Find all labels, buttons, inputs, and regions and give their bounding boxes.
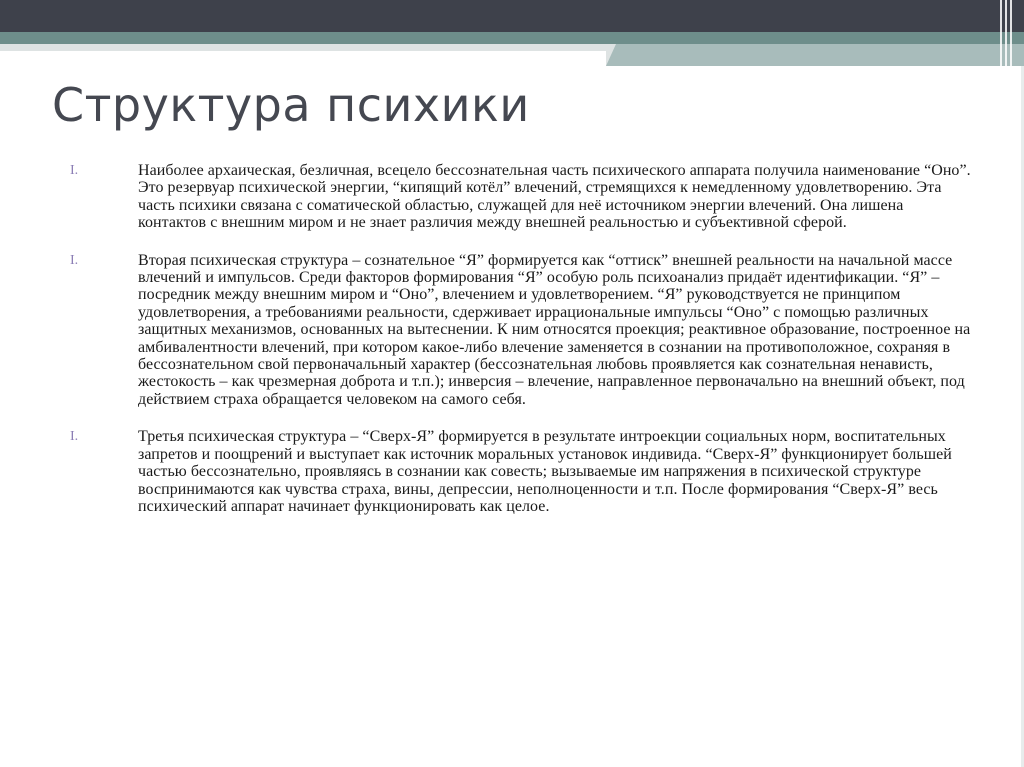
- header-divider-line: [1010, 0, 1012, 66]
- roman-numeral-marker: I.: [70, 163, 79, 178]
- bullet-list: [70, 162, 975, 535]
- roman-numeral-marker: I.: [70, 252, 79, 268]
- header-band-dark: [0, 0, 1024, 32]
- list-item: [70, 428, 975, 515]
- list-item: [70, 252, 975, 409]
- header-divider-line: [1000, 0, 1002, 66]
- paragraph-text: Вторая психическая структура – сознательное “Я” формируется как “оттиск” внешней реальности на начальной массе влечений и импульсов. Среди факторов формирования “Я” особую роль психоанализ придаёт идентификации. “Я” – посредник между внешним миром и “Оно”, влечением и удовлетворением. “Я” руководствуется не принципом удовлетворения, а требованиями реальности, сдерживает иррациональные импульсы “Оно” с помощью различных защитных механизмов, основанных на вытеснении. К ним относятся проекция; реактивное образование, построенное на амбивалентности влечений, при котором какое-либо влечение заменяется в сознании на противоположное, сохраняя в бессознательном свой первоначальный характер (бессознательная любовь проявляется как сознательная ненависть, жестокость – как чрезмерная доброта и т.п.); инверсия – влечение, направленное первоначально на внешний объект, под действием страха обращается человеком на самого себя.: [138, 251, 971, 408]
- header-tab-notch: [606, 44, 616, 66]
- slide-title: Структура психики: [52, 78, 530, 132]
- header-divider-line: [1005, 0, 1007, 66]
- paragraph-text: Третья психическая структура – “Сверх-Я” формируется в результате интроекции социальных норм, воспитательных запретов и поощрений и выступает как источник моральных установок индивида. “Сверх-Я” функционирует большей частью бессознательно, проявляясь в сознании как совесть; вызываемые им напряжения в психической структуре воспринимаются как чувства страха, вины, депрессии, неполноценности и т.п. После формирования “Сверх-Я” весь психический аппарат начинает функционировать как целое.: [138, 428, 952, 515]
- paragraph-text: Наиболее архаическая, безличная, всецело бессознательная часть психического аппарата получила наименование “Оно”. Это резервуар психической энергии, “кипящий котёл” влечений, стремящихся к немедленному удовлетворению. Эта часть психики связана с соматической областью, служащей для неё источником энергии влечений. Она лишена контактов с внешним миром и не знает различия между внешней реальностью и субъективной сферой.: [138, 162, 971, 232]
- header-band-light: [0, 44, 606, 51]
- roman-numeral-marker: I.: [70, 429, 79, 445]
- header-band-teal: [0, 32, 1024, 44]
- list-item: [70, 162, 975, 232]
- header-tab: [606, 44, 1024, 66]
